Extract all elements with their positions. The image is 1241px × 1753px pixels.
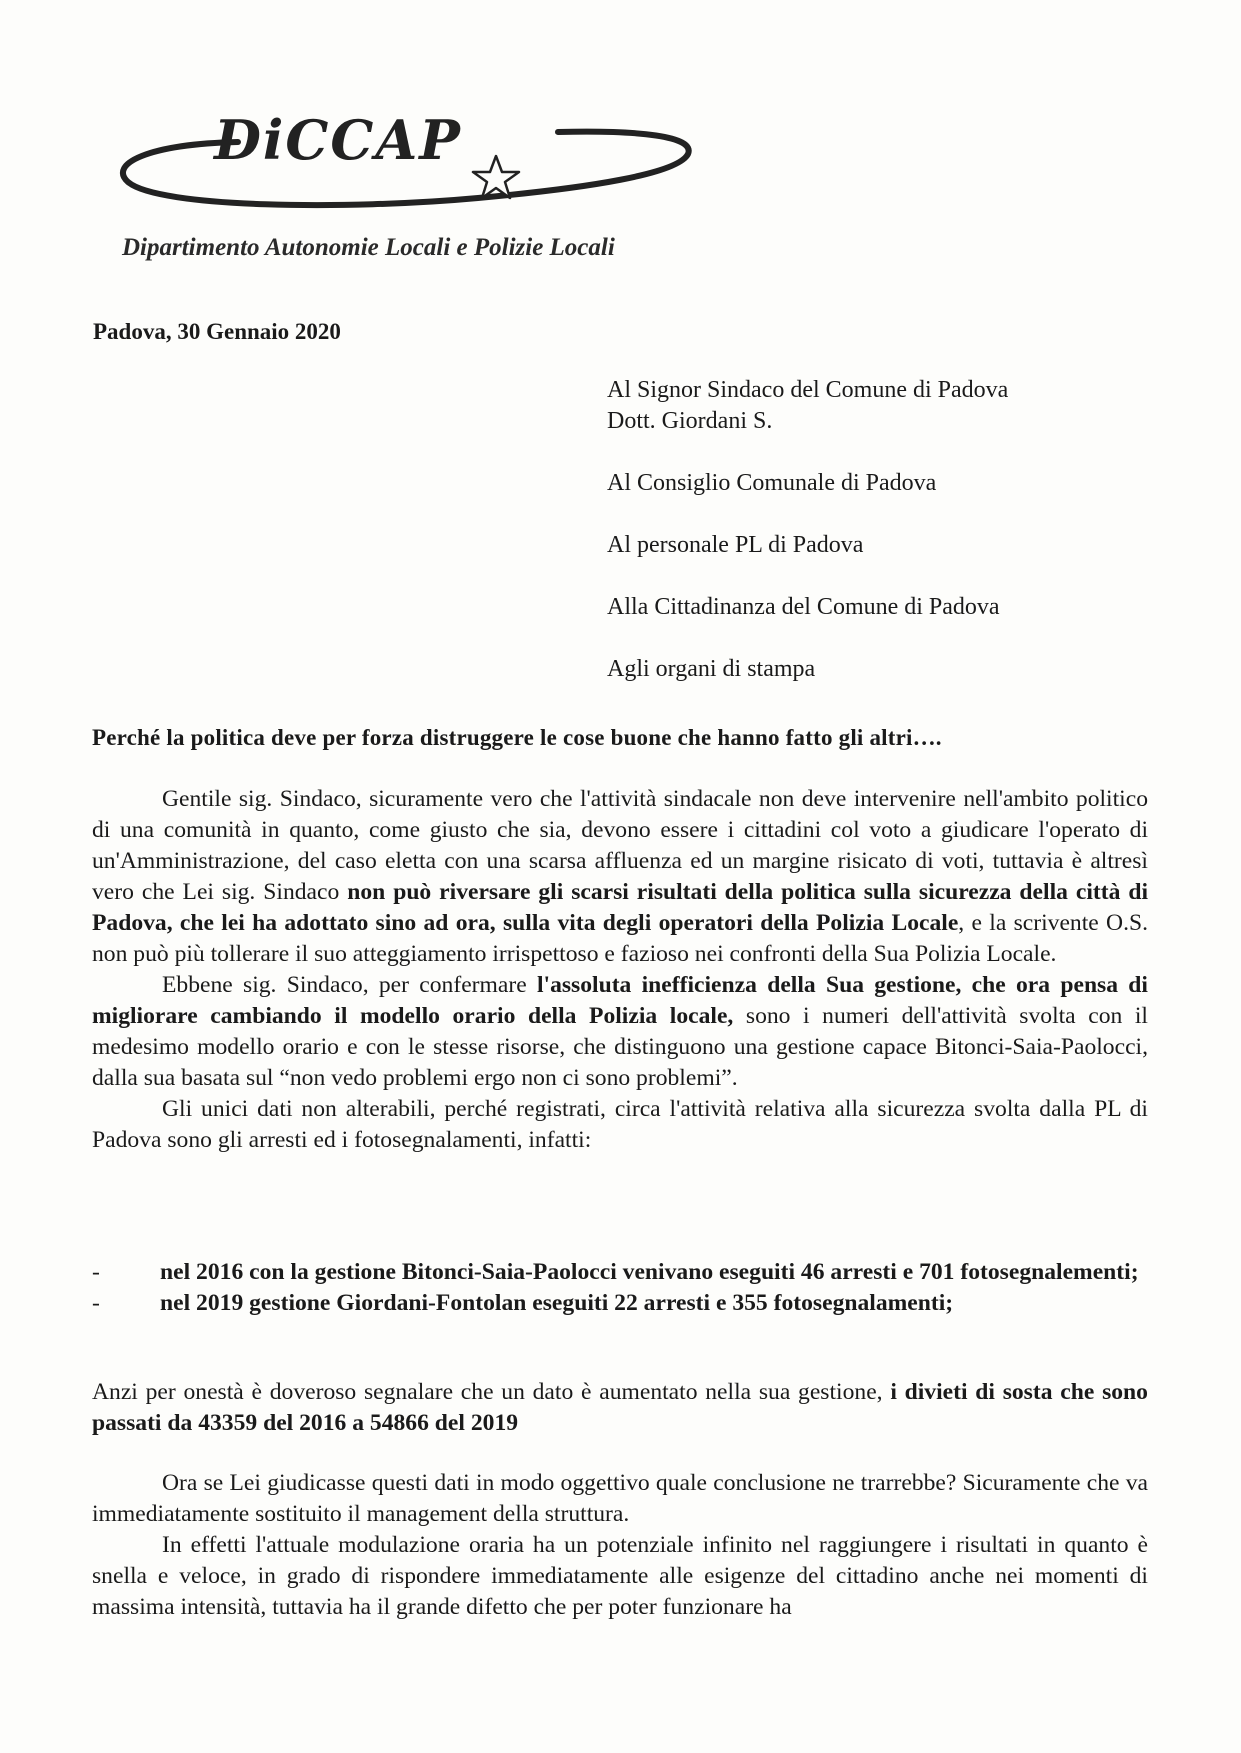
paragraph-bold-text: l'assoluta inefficienza della Sua gestione, che ora pensa di migliorare cambiando il modello orario della Polizia locale, bbox=[92, 972, 1148, 1029]
body-paragraphs-5 bbox=[92, 1468, 1148, 1623]
paragraph-bold-text: i divieti di sosta che sono passati da 43359 del 2016 a 54866 del 2019 bbox=[92, 1379, 1148, 1436]
list-dash: - bbox=[92, 1259, 100, 1285]
body-paragraph-4 bbox=[92, 1377, 1148, 1439]
paragraph-2 bbox=[92, 970, 1148, 1094]
letter-headline: Perché la politica deve per forza distruggere le cose buone che hanno fatto gli altri…. bbox=[92, 725, 942, 750]
paragraph-text: Anzi per onestà è doveroso segnalare che un dato è aumentato nella sua gestione, bbox=[92, 1379, 891, 1405]
logo-wordmark: DiCCAP bbox=[214, 108, 462, 172]
recipient-line: Al Signor Sindaco del Comune di Padova bbox=[607, 377, 1009, 403]
list-dash: - bbox=[92, 1290, 100, 1316]
paragraph-text: Gentile sig. Sindaco, sicuramente vero che l'attività sindacale non deve intervenire nell'ambito politico di una comunità in quanto, come giusto che sia, devono essere i cittadini col voto a giudicare l'operato di un'Amministrazione, del caso eletta con una scarsa affluenza ed un margine risicato di voti, tuttavia è altresì vero che Lei sig. Sindaco bbox=[92, 786, 1148, 905]
paragraph-text: Ebbene sig. Sindaco, per confermare bbox=[162, 972, 537, 998]
recipients-block bbox=[607, 375, 1008, 716]
paragraph-5: Ora se Lei giudicasse questi dati in modo oggettivo quale conclusione ne trarrebbe? Sicuramente che va immediatamente sostituito il management della struttura. bbox=[92, 1470, 1148, 1527]
paragraph-1 bbox=[92, 784, 1148, 970]
paragraph-text: sono i numeri dell'attività svolta con il medesimo modello orario e con le stesse risorse, che distinguono una gestione capace Bitonci-Saia-Paolocci, dalla sua basata sul “non vedo problemi ergo non ci sono problemi”. bbox=[92, 1003, 1148, 1091]
recipient-line: Dott. Giordani S. bbox=[607, 408, 773, 434]
date-line: Padova, 30 Gennaio 2020 bbox=[93, 319, 341, 344]
recipient-line: Alla Cittadinanza del Comune di Padova bbox=[607, 594, 1000, 620]
paragraph-bold-text: non può riversare gli scarsi risultati della politica sulla sicurezza della città di Padova, che lei ha adottato sino ad ora, sulla vita degli operatori della Polizia Locale bbox=[92, 879, 1148, 936]
body-paragraphs-1 bbox=[92, 784, 1148, 1156]
paragraph-6: In effetti l'attuale modulazione oraria ha un potenziale infinito nel raggiungere i risultati in quanto è snella e veloce, in grado di rispondere immediatamente alle esigenze del cittadino anche nei momenti di massima intensità, tuttavia ha il grande difetto che per poter funzionare ha bbox=[92, 1532, 1148, 1620]
recipient-line: Al Consiglio Comunale di Padova bbox=[607, 470, 937, 496]
paragraph-text: , e la scrivente O.S. non può più tollerare il suo atteggiamento irrispettoso e fazioso nei confronti della Sua Polizia Locale. bbox=[92, 910, 1148, 967]
paragraph-3: Gli unici dati non alterabili, perché registrati, circa l'attività relativa alla sicurezza svolta dalla PL di Padova sono gli arresti ed i fotosegnalamenti, infatti: bbox=[92, 1096, 1148, 1153]
list-item bbox=[92, 1257, 1148, 1288]
list-item-text: nel 2016 con la gestione Bitonci-Saia-Paolocci venivano eseguiti 46 arresti e 701 fotosegnalementi; bbox=[160, 1259, 1139, 1285]
recipient-line: Agli organi di stampa bbox=[607, 656, 816, 682]
recipient-line: Al personale PL di Padova bbox=[607, 532, 864, 558]
list-item bbox=[92, 1288, 1148, 1319]
arrests-list bbox=[92, 1257, 1148, 1319]
letterhead-tagline: Dipartimento Autonomie Locali e Polizie Locali bbox=[122, 234, 615, 261]
list-item-text: nel 2019 gestione Giordani-Fontolan eseguiti 22 arresti e 355 fotosegnalamenti; bbox=[160, 1290, 954, 1316]
paragraph-4 bbox=[92, 1377, 1148, 1439]
